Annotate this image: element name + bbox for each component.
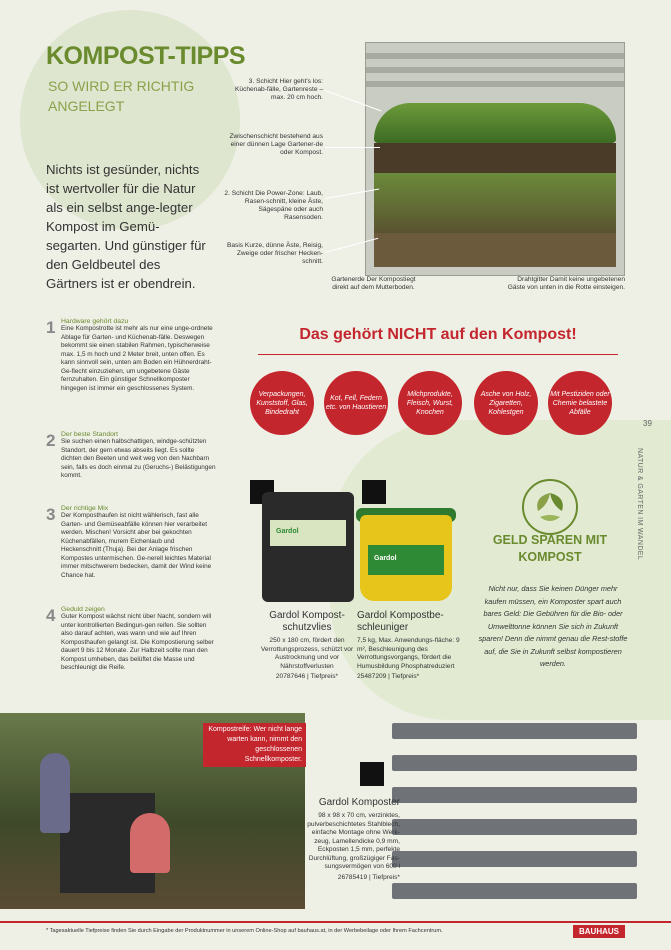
not-item-label: Mit Pestiziden oder Chemie belastete Abfälle <box>550 390 610 416</box>
not-item-dairy-meat <box>398 371 462 435</box>
product-price: 25487209 | Tiefpreis* <box>357 673 420 680</box>
brand-label: Gardol <box>374 555 397 562</box>
page-number: 39 <box>643 419 652 428</box>
footer-rule <box>0 921 671 923</box>
not-item-ash <box>474 371 538 435</box>
annotation-line <box>325 147 380 148</box>
not-item-label: Asche von Holz, Zigaretten, Kohlestgen <box>480 390 532 416</box>
not-item-label: Milchprodukte, Fleisch, Wurst, Knochen <box>406 390 454 416</box>
step-number: 2 <box>46 431 56 450</box>
photo-person <box>130 813 170 873</box>
composter-slat <box>392 819 637 835</box>
product-name: Gardol Kompostbe-schleuniger <box>357 610 444 633</box>
composter-slat <box>392 883 637 899</box>
composter-slat <box>392 755 637 771</box>
step-heading: Der richtige Mix <box>61 505 109 512</box>
step-text: Der Komposthaufen ist nicht wählerisch, fast alle Garten- und Gemüseabfälle können hier verarbeitet werden. Mischen! Vorsicht aber bei gekochten Küchenabfällen, murem Eichenlaub und Heckenschnitt (Thuja). Bei der Anlage frischen Kompostes untermischen. Ge-nerell leichtes Material immer mitschwerem bedecken, damit der Wind keine Chance hat. <box>61 512 212 579</box>
product-price: 20787646 | Tiefpreis* <box>275 673 339 680</box>
product-packaging-label <box>368 545 444 575</box>
step-1 <box>46 318 216 393</box>
annotation-garden-soil: Gartenerde Der Kompostiegt direkt auf dem Mutterboden. <box>331 276 416 291</box>
photo-person <box>40 753 70 833</box>
qr-code[interactable] <box>360 762 384 786</box>
product-packaging-label <box>270 520 346 546</box>
not-item-chemicals <box>548 371 612 435</box>
product-name: Gardol Kompost-schutzvlies <box>269 610 345 633</box>
step-number: 3 <box>46 505 56 524</box>
footer-note: * Tagesaktuelle Tiefpreise finden Sie durch Eingabe der Produktnummer in unserem Online-Shop auf bauhaus.at, in der Werbebeilage oder Ihrem Fachcentrum. <box>46 928 443 934</box>
photo-caption: Kompostreife: Wer nicht lange warten kann, nimmt den geschlossenen Schnellkomposter. <box>203 723 306 767</box>
step-text: Eine Kompostrotte ist mehr als nur eine unge-ordnete Ablage für Garten- und Küchenab-fälle. Deswegen bekommt sie einen stabilen Rahmen, typischerweise max. 1,5 m hoch und 2 Meter breit, unten offen. Es kann sinnvoll sein, unten am Boden ein Hühnerdraht-Ge-flecht einzuziehen, um ungebetene Gäste fernzuhalten. Ein günstiger Schnellkomposter hingegen ist immer ein geschlossenes System. <box>61 325 213 392</box>
brand-label: Gardol <box>276 528 299 535</box>
not-item-packaging <box>250 371 314 435</box>
product-image-metal-composter <box>392 703 637 908</box>
frame-slat <box>366 81 624 87</box>
brand-logo: BAUHAUS <box>573 925 625 938</box>
not-item-label: Kot, Fell, Federn etc. von Haustieren <box>325 395 387 411</box>
annotation-layer-3: 3. Schicht Hier geht's los: Küchenab-fälle, Gartenreste – max. 20 cm hoch. <box>235 78 323 101</box>
layer-kitchen-waste <box>374 103 616 143</box>
qr-code[interactable] <box>362 480 386 504</box>
annotation-base: Basis Kurze, dünne Äste, Reisig, Zweige oder frischer Hecken-schnitt. <box>226 242 323 265</box>
banner-rule <box>258 354 618 355</box>
layer-power-zone <box>374 173 616 233</box>
annotation-intermediate-layer: Zwischenschicht bestehend aus einer dünnen Lage Gartener-de oder Kompost. <box>229 133 323 156</box>
step-3 <box>46 505 216 580</box>
step-text: Sie suchen einen halbschattigen, windge-schützten Standort, der gern etwas abseits liegt. Es sollte dichten den Beeten und weit weg von den Nachbarn sein, falls es doch einmal zu (Geruchs-) Belästigungen kommt. <box>61 438 216 479</box>
product-image-compost-fleece <box>262 492 354 602</box>
step-heading: Der beste Standort <box>61 431 119 438</box>
step-heading: Geduld zeigen <box>61 606 105 613</box>
product-description: 7,5 kg, Max. Anwendungs-fläche: 9 m², Beschleunigung des Verrottungsvorgangs, fördert die Humusbildung Phosphatreduziert <box>357 637 460 670</box>
step-heading: Hardware gehört dazu <box>61 318 129 325</box>
not-on-compost-banner: Das gehört NICHT auf den Kompost! <box>299 326 577 343</box>
save-money-heading: GELD SPAREN MIT KOMPOST <box>492 533 608 564</box>
product-description: 250 x 180 cm, fördert den Verrottungsprozess, schützt vor Austrocknung und vor Nährstoffverlusten <box>260 637 354 670</box>
save-money-text: Nicht nur, dass Sie keinen Dünger mehr kaufen müssen, ein Komposter spart auch bares Geld: Die Gebühren für die Bio- oder Umwelttonne können Sie sich in Zukunft sparen! Denn die nimmt genau die Rest-stoffe auf, die Sie in Zukunft selbst kompostieren werden. <box>478 584 628 668</box>
recycle-leaf-icon <box>522 479 578 535</box>
product-fleece-info <box>257 610 357 682</box>
product-composter-info <box>300 797 400 882</box>
annotation-layer-2: 2. Schicht Die Power-Zone: Laub, Rasen-schnitt, kleine Äste, Sägespäne oder auch Rasensoden. <box>224 190 323 221</box>
step-4 <box>46 606 216 673</box>
composter-slat <box>392 851 637 867</box>
step-number: 1 <box>46 318 56 337</box>
intro-text: Nichts ist gesünder, nichts ist wertvoller für die Natur als ein selbst ange-legter Kompost im Gemü-segarten. Und günstiger für den Geldbeutel des Gärtners ist er obendrein. <box>46 162 206 291</box>
not-item-pet-waste <box>324 371 388 435</box>
not-item-label: Verpackungen, Kunststoff, Glas, Bindedraht <box>256 390 308 416</box>
layer-base-branches <box>374 233 616 267</box>
compost-diagram <box>365 42 625 276</box>
product-description: 98 x 98 x 70 cm, verzinktes, pulverbeschichtetes Stahlblech, einfache Montage ohne Werk-zeug, Lamellendicke 0,9 mm, Eckposten 1,5 mm, perfekte Durchlüftung, großzügiger Fas-sungsvermögen von 600 l <box>307 812 400 870</box>
product-price: 26785419 | Tiefpreis* <box>337 873 400 881</box>
composter-slat <box>392 723 637 739</box>
step-number: 4 <box>46 606 56 625</box>
product-accelerator-info <box>357 610 461 682</box>
section-label: NATUR & GARTEN IM WANDEL <box>636 448 643 561</box>
product-name: Gardol Komposter <box>318 797 400 808</box>
frame-slat <box>366 53 624 59</box>
annotation-wire-mesh: Drahtgitter Damit keine ungebetenen Gäste von unten in die Rotte einsteigen. <box>507 276 625 291</box>
page-subtitle: SO WIRD ER RICHTIG ANGELEGT <box>48 78 195 114</box>
layer-soil <box>374 143 616 173</box>
frame-slat <box>366 67 624 73</box>
page-title: KOMPOST-TIPPS <box>46 42 246 70</box>
composter-slat <box>392 787 637 803</box>
step-text: Guter Kompost wächst nicht über Nacht, sondern will unter kontrollierten Bedingun-gen reifen. Sie sollten also darauf achten, was wann und wie auf Ihren Komposthaufen gelangt ist. Die Kompostierung selber dauert 9 bis 12 Monate. Zur Halbzeit sollte man den Kompost umheben, das belüftet die Masse und beschleunigt die Reife. <box>61 613 214 671</box>
step-2 <box>46 431 216 481</box>
